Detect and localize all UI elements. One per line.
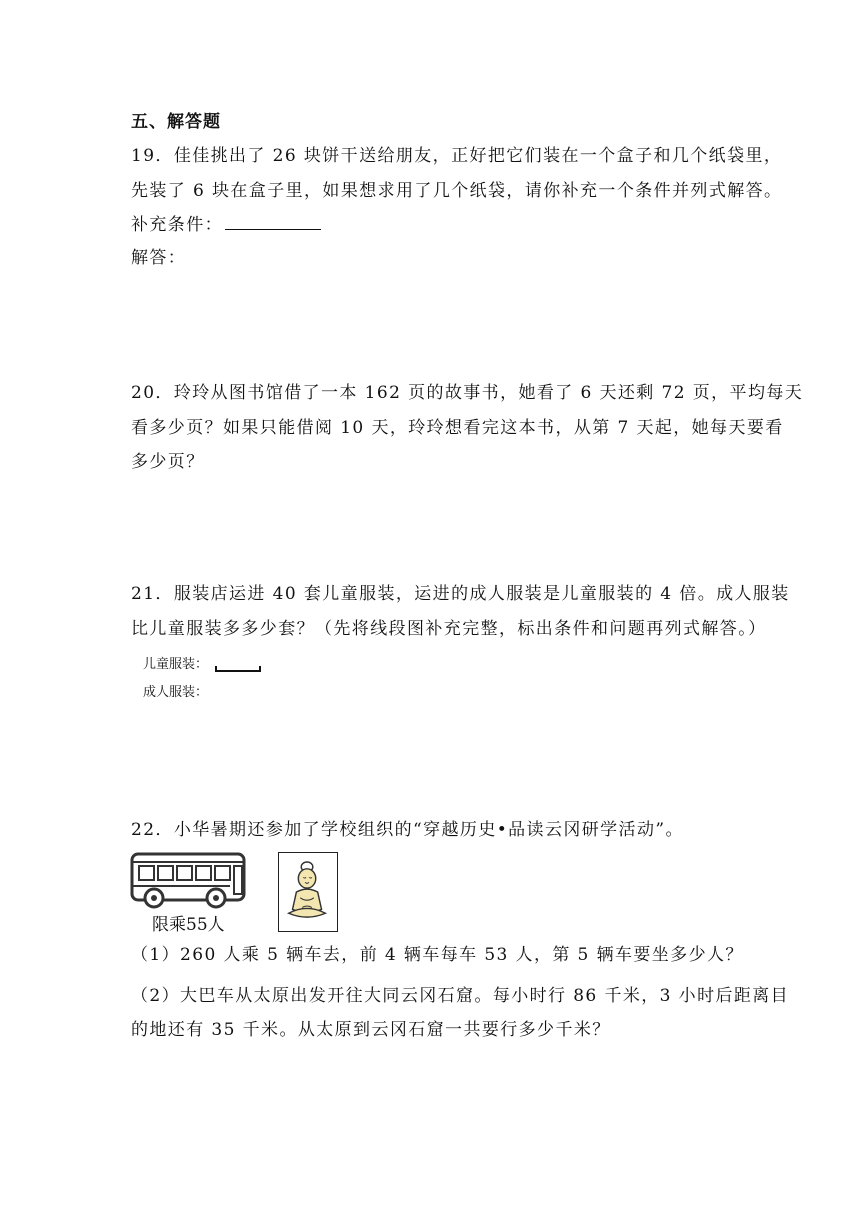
q19-answer-label: 解答：	[131, 248, 187, 268]
q21-line-1: 21．服装店运进 40 套儿童服装，运进的成人服装是儿童服装的 4 倍。成人服装	[131, 584, 790, 604]
q19-line-1: 19．佳佳挑出了 26 块饼干送给朋友，正好把它们装在一个盒子和几个纸袋里，	[131, 146, 783, 166]
q22-line-1: 22．小华暑期还参加了学校组织的“穿越历史•品读云冈研学活动”。	[131, 820, 684, 840]
q19-line-2: 先装了 6 块在盒子里，如果想求用了几个纸袋，请你补充一个条件并列式解答。	[131, 181, 783, 201]
q22-part-1: （1）260 人乘 5 辆车去，前 4 辆车每车 53 人，第 5 辆车要坐多少人？	[131, 945, 744, 965]
q20-line-1: 20．玲玲从图书馆借了一本 162 页的故事书，她看了 6 天还剩 72 页，平均每天	[131, 383, 804, 403]
q21-child-segment	[215, 666, 261, 672]
section-title: 五、解答题	[131, 112, 221, 132]
q20-line-2: 看多少页？如果只能借阅 10 天，玲玲想看完这本书，从第 7 天起，她每天要看	[131, 418, 784, 438]
q21-child-clothing-label: 儿童服装：	[143, 657, 209, 672]
bus-capacity-caption: 限乘55人	[152, 915, 225, 935]
buddha-statue-icon	[279, 853, 337, 931]
q20-line-3: 多少页？	[131, 452, 205, 472]
q19-supplement-label: 补充条件：	[131, 215, 223, 235]
q19-supplement-blank[interactable]	[225, 213, 321, 230]
q19-supplement-row	[131, 213, 321, 237]
q21-line-2: 比儿童服装多多少套？（先将线段图补充完整，标出条件和问题再列式解答。）	[131, 619, 767, 639]
buddha-statue-frame	[278, 852, 338, 932]
q22-part-2-line-1: （2）大巴车从太原出发开往大同云冈石窟。每小时行 86 千米，3 小时后距离目	[131, 986, 790, 1006]
q21-adult-clothing-label: 成人服装：	[143, 685, 209, 700]
q22-part-2-line-2: 的地还有 35 千米。从太原到云冈石窟一共要行多少千米？	[131, 1020, 611, 1040]
